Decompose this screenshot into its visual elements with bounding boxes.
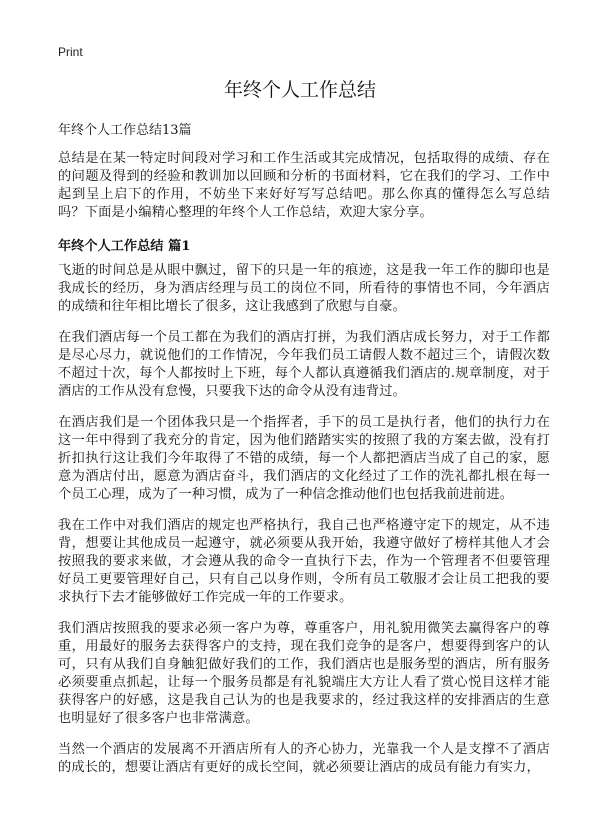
body-paragraph-4: 我在工作中对我们酒店的规定也严格执行，我自己也严格遵守定下的规定，从不违背，想要让其他成员一起遵守，就必须要从我开始，我遵守做好了榜样其他人才会按照我的要求来做，才会遵从我的命令一直执行下去，作为一个管理者不但要管理好员工更要管理好自己，只有自己以身作则，令所有员工敬服才会让员工把我的要求执行下去才能够做好工作完成一年的工作要求。: [58, 518, 550, 605]
document-subtitle: 年终个人工作总结13篇: [58, 123, 192, 138]
body-paragraph-5: 我们酒店按照我的要求必须一客户为尊，尊重客户，用礼貌用微笑去赢得客户的尊重，用最好的服务去获得客户的支持，现在我们竞争的是客户，想要得到客户的认可，只有从我们自身触犯做好我们的工作，我们酒店也是服务型的酒店，所有服务必须要重点抓起，让每一个服务员都是有礼貌端庄大方让人看了赏心悦目这样才能获得客户的好感，这是我自己认为的也是我要求的，经过我这样的安排酒店的生意也明显好了很多客户也非常满意。: [58, 621, 550, 726]
intro-paragraph: 总结是在某一特定时间段对学习和工作生活或其完成情况，包括取得的成绩、存在的问题及得到的经验和教训加以回顾和分析的书面材料，它在我们的学习、工作中起到呈上启下的作用，不妨坐下来好好写写总结吧。那么你真的懂得怎么写总结吗？下面是小编精心整理的年终个人工作总结，欢迎大家分享。: [58, 151, 550, 220]
body-paragraph-3: 在酒店我们是一个团体我只是一个指挥者，手下的员工是执行者，他们的执行力在这一年中得到了我充分的肯定，因为他们踏踏实实的按照了我的方案去做，没有打折扣执行这让我们今年取得了不错的成绩，每一个人都把酒店当成了自己的家，愿意为酒店付出，愿意为酒店奋斗，我们酒店的文化经过了工作的洗礼都扎根在每一个员工心理，成为了一种习惯，成为了一种信念推动他们也包括我前进前进。: [58, 415, 550, 502]
page-title: 年终个人工作总结: [223, 79, 376, 101]
body-paragraph-6: 当然一个酒店的发展离不开酒店所有人的齐心协力，光靠我一个人是支撑不了酒店的成长的，想要让酒店有更好的成长空间，就必须要让酒店的成员有能力有实力，: [58, 742, 550, 775]
document-body: [58, 150, 550, 790]
section-heading: 年终个人工作总结 篇1: [58, 239, 191, 254]
print-label: Print: [58, 45, 83, 59]
body-paragraph-2: 在我们酒店每一个员工都在为我们的酒店打拼，为我们酒店成长努力，对于工作都是尽心尽力，就说他们的工作情况，今年我们员工请假人数不超过三个，请假次数不超过十次，每个人都按时上下班，每个人都认真遵循我们酒店的.规章制度，对于酒店的工作从没有怠慢，只要我下达的命令从没有违背过。: [58, 330, 550, 399]
body-paragraph-1: 飞逝的时间总是从眼中飘过，留下的只是一年的痕迹，这是我一年工作的脚印也是我成长的经历，身为酒店经理与员工的岗位不同，所看待的事情也不同，今年酒店的成绩和往年相比增长了很多，这让我感到了欣慰与自豪。: [58, 263, 550, 314]
